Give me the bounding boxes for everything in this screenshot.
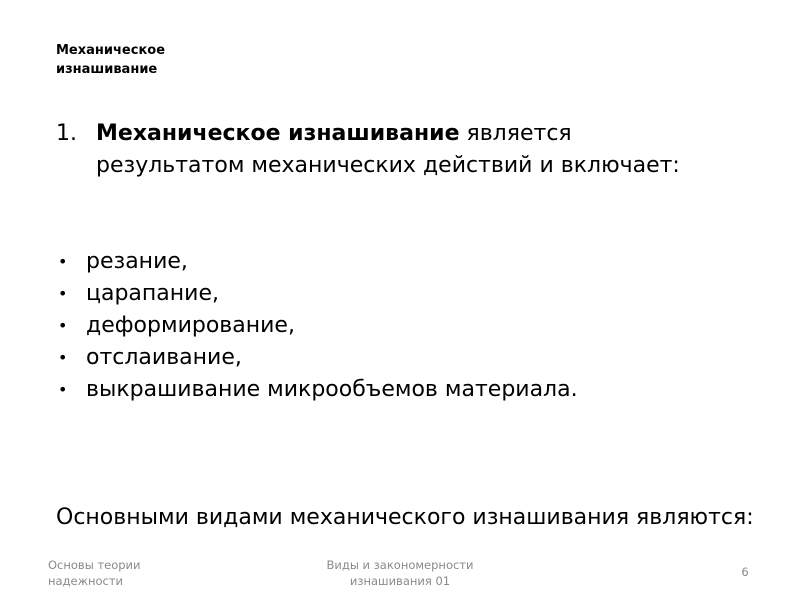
page-number: 6 xyxy=(741,565,749,579)
bullet-list xyxy=(56,246,756,406)
slide-title xyxy=(56,41,276,79)
conclusion-text: Основными видами механического изнашивания являются: xyxy=(56,505,754,530)
list-item xyxy=(56,246,756,278)
list-item xyxy=(56,342,756,374)
footer-center-line-2: изнашивания 01 xyxy=(349,574,451,588)
footer-center-line-1: Виды и закономерности xyxy=(326,558,474,572)
list-item-text: выкрашивание микрообъемов материала. xyxy=(86,377,578,402)
list-item-text: деформирование, xyxy=(86,313,295,338)
list-item xyxy=(56,374,756,406)
point-bold-text: Механическое изнашивание xyxy=(96,121,460,146)
footer-center xyxy=(290,557,510,589)
bullet-icon: • xyxy=(58,316,68,335)
list-item xyxy=(56,310,756,342)
point-number: 1. xyxy=(56,121,77,146)
list-item-text: резание, xyxy=(86,249,188,274)
footer-left-line-2: надежности xyxy=(48,574,124,588)
point-text xyxy=(56,118,716,182)
bullet-icon: • xyxy=(58,284,68,303)
list-item-text: царапание, xyxy=(86,281,219,306)
slide-title-line-1: Механическое xyxy=(56,43,166,58)
list-item-text: отслаивание, xyxy=(86,345,242,370)
footer-left xyxy=(48,557,208,589)
bullet-icon: • xyxy=(58,348,68,367)
numbered-point xyxy=(56,118,716,182)
point-rest-text: является результатом механических действий и включает: xyxy=(96,121,680,178)
bullet-icon: • xyxy=(58,380,68,399)
bullet-icon: • xyxy=(58,252,68,271)
footer-left-line-1: Основы теории xyxy=(48,558,141,572)
slide-title-line-2: изнашивание xyxy=(56,62,158,77)
list-item xyxy=(56,278,756,310)
